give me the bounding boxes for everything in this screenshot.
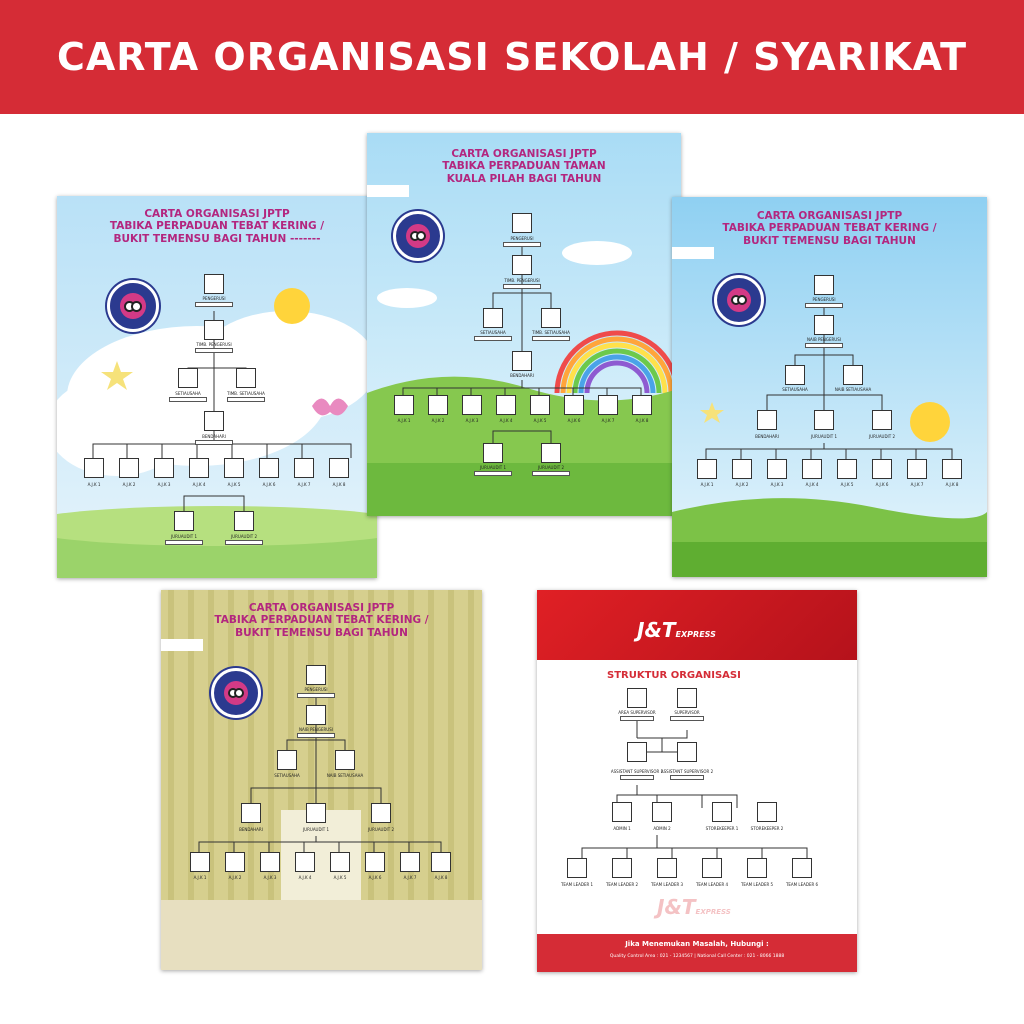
bendahari-photo-box	[204, 411, 224, 431]
poster-jptp-tebat-kering-1	[57, 196, 377, 578]
naib-pengerusi-label: NAIB PENGERUSI	[299, 727, 333, 732]
ajk-label: A.J.K 7	[403, 875, 417, 880]
naib-pengerusi-photo-box	[306, 705, 326, 725]
pengerusi-label: PENGERUSI	[510, 236, 534, 241]
admin-label: ADMIN 2	[653, 826, 671, 831]
timb-pengerusi-photo-box	[512, 255, 532, 275]
timb-setiausaha-label: TIMB. SETIAUSAHA	[532, 330, 570, 335]
ajk-photo-box	[564, 395, 584, 415]
poster-jptp-tebat-kering-2	[672, 197, 987, 577]
ajk-label: A.J.K 3	[465, 418, 479, 423]
pengerusi-photo-box	[306, 665, 326, 685]
ajk-photo-box	[295, 852, 315, 872]
ajk-photo-box	[329, 458, 349, 478]
juruaudit-name-field[interactable]	[474, 471, 512, 476]
bendahari-label: BENDAHARI	[510, 373, 534, 378]
org-chart-lines	[672, 197, 987, 577]
ajk-label: A.J.K 2	[228, 875, 242, 880]
timb-pengerusi-label: TIMB. PENGERUSI	[196, 342, 232, 347]
team-leader-photo-box	[657, 858, 677, 878]
jt-watermark-sub: EXPRESS	[695, 908, 731, 916]
jt-brand: J&T	[637, 618, 676, 642]
naib-pengerusi-label: NAIB PENGERUSI	[807, 337, 841, 342]
ajk-label: A.J.K 1	[397, 418, 411, 423]
ajk-photo-box	[530, 395, 550, 415]
title-line: TABIKA PERPADUAN TEBAT KERING /	[214, 614, 429, 627]
assistant-supervisor-name-field[interactable]	[620, 775, 654, 780]
ajk-label: A.J.K 4	[805, 482, 819, 487]
team-leader-label: TEAM LEADER 6	[785, 882, 819, 887]
ajk-label: A.J.K 6	[368, 875, 382, 880]
ajk-label: A.J.K 5	[333, 875, 347, 880]
naib-pengerusi-photo-box	[814, 315, 834, 335]
setiausaha-name-field[interactable]	[474, 336, 512, 341]
timb-setiausaha-label: TIMB. SETIAUSAHA	[227, 391, 265, 396]
title-line: BUKIT TEMENSU BAGI TAHUN -------	[113, 232, 321, 245]
ajk-photo-box	[400, 852, 420, 872]
team-leader-label: TEAM LEADER 4	[695, 882, 729, 887]
ajk-label: A.J.K 8	[945, 482, 959, 487]
bendahari-photo-box	[241, 803, 261, 823]
setiausaha-photo-box	[277, 750, 297, 770]
storekeeper-label: STOREKEEPER 2	[750, 826, 784, 831]
timb-setiausaha-name-field[interactable]	[227, 397, 265, 402]
ajk-photo-box	[837, 459, 857, 479]
ajk-label: A.J.K 6	[875, 482, 889, 487]
ajk-photo-box	[225, 852, 245, 872]
org-chart	[672, 197, 987, 577]
org-chart	[57, 196, 377, 578]
ajk-label: A.J.K 4	[192, 482, 206, 487]
setiausaha-photo-box	[178, 368, 198, 388]
setiausaha-name-field[interactable]	[169, 397, 207, 402]
ajk-label: A.J.K 3	[770, 482, 784, 487]
setiausaha-label: SETIAUSAHA	[480, 330, 506, 335]
bendahari-photo-box	[512, 351, 532, 371]
title-line: KUALA PILAH BAGI TAHUN	[446, 172, 602, 185]
ajk-photo-box	[767, 459, 787, 479]
ajk-photo-box	[189, 458, 209, 478]
pengerusi-photo-box	[204, 274, 224, 294]
juruaudit-label: JURUAUDIT 1	[171, 534, 197, 539]
ajk-label: A.J.K 2	[735, 482, 749, 487]
assistant-supervisor-name-field[interactable]	[670, 775, 704, 780]
timb-pengerusi-name-field[interactable]	[503, 284, 541, 289]
ajk-label: A.J.K 1	[193, 875, 207, 880]
ajk-label: A.J.K 8	[434, 875, 448, 880]
area-supervisor-name-field[interactable]	[620, 716, 654, 721]
timb-setiausaha-photo-box	[541, 308, 561, 328]
juruaudit-label: JURUAUDIT 2	[368, 827, 394, 832]
ajk-label: A.J.K 7	[910, 482, 924, 487]
juruaudit-label: JURUAUDIT 2	[231, 534, 257, 539]
ajk-photo-box	[330, 852, 350, 872]
juruaudit-label: JURUAUDIT 1	[303, 827, 329, 832]
naib-setiausaha-label: NAIB SETIAUSAHA	[834, 387, 872, 392]
admin-label: ADMIN 1	[613, 826, 631, 831]
team-leader-label: TEAM LEADER 1	[560, 882, 594, 887]
team-leader-photo-box	[567, 858, 587, 878]
ajk-photo-box	[154, 458, 174, 478]
ajk-label: A.J.K 4	[298, 875, 312, 880]
struktur-title: STRUKTUR ORGANISASI	[607, 670, 741, 681]
pengerusi-photo-box	[512, 213, 532, 233]
storekeeper-photo-box	[757, 802, 777, 822]
area-supervisor-label: AREA SUPERVISOR	[618, 710, 656, 715]
title-line: TABIKA PERPADUAN TEBAT KERING /	[109, 220, 325, 233]
ajk-label: A.J.K 5	[533, 418, 547, 423]
naib-pengerusi-name-field[interactable]	[297, 733, 335, 738]
ajk-photo-box	[431, 852, 451, 872]
org-chart-lines	[57, 196, 377, 578]
storekeeper-photo-box	[712, 802, 732, 822]
juruaudit-label: JURUAUDIT 1	[811, 434, 837, 439]
ajk-photo-box	[259, 458, 279, 478]
ajk-photo-box	[598, 395, 618, 415]
team-leader-photo-box	[747, 858, 767, 878]
ajk-photo-box	[462, 395, 482, 415]
ajk-label: A.J.K 5	[840, 482, 854, 487]
bendahari-label: BENDAHARI	[239, 827, 263, 832]
ajk-photo-box	[224, 458, 244, 478]
title-line: CARTA ORGANISASI JPTP	[248, 602, 395, 614]
banner-title: CARTA ORGANISASI SEKOLAH / SYARIKAT	[56, 35, 968, 79]
poster-jptp-tebat-kering-3	[161, 590, 482, 970]
org-chart	[367, 133, 681, 516]
setiausaha-label: SETIAUSAHA	[274, 773, 300, 778]
juruaudit-name-field[interactable]	[165, 540, 203, 545]
supervisor-name-field[interactable]	[670, 716, 704, 721]
pengerusi-name-field[interactable]	[297, 693, 335, 698]
pengerusi-name-field[interactable]	[805, 303, 843, 308]
team-leader-label: TEAM LEADER 3	[650, 882, 684, 887]
naib-pengerusi-name-field[interactable]	[805, 343, 843, 348]
ajk-photo-box	[260, 852, 280, 872]
team-leader-photo-box	[612, 858, 632, 878]
pengerusi-label: PENGERUSI	[812, 297, 836, 302]
timb-pengerusi-name-field[interactable]	[195, 348, 233, 353]
ajk-label: A.J.K 3	[263, 875, 277, 880]
ajk-photo-box	[84, 458, 104, 478]
bendahari-name-field[interactable]	[195, 440, 233, 445]
team-leader-photo-box	[792, 858, 812, 878]
admin-photo-box	[612, 802, 632, 822]
org-chart-lines	[537, 590, 857, 972]
ajk-label: A.J.K 6	[262, 482, 276, 487]
ajk-photo-box	[119, 458, 139, 478]
pengerusi-label: PENGERUSI	[304, 687, 328, 692]
juruaudit-photo-box	[872, 410, 892, 430]
footer-contact-numbers: Quality Control Area : 021 - 1234567 | National Call Center : 021 - 8066 1888	[609, 954, 785, 959]
admin-photo-box	[652, 802, 672, 822]
area-supervisor-photo-box	[627, 688, 647, 708]
juruaudit-photo-box	[174, 511, 194, 531]
team-leader-label: TEAM LEADER 5	[740, 882, 774, 887]
timb-pengerusi-label: TIMB. PENGERUSI	[504, 278, 540, 283]
timb-pengerusi-photo-box	[204, 320, 224, 340]
header-banner	[0, 0, 1024, 114]
ajk-label: A.J.K 8	[332, 482, 346, 487]
ajk-photo-box	[632, 395, 652, 415]
org-chart	[161, 590, 482, 970]
naib-setiausaha-photo-box	[335, 750, 355, 770]
timb-setiausaha-name-field[interactable]	[532, 336, 570, 341]
juruaudit-label: JURUAUDIT 1	[480, 465, 506, 470]
setiausaha-photo-box	[483, 308, 503, 328]
ajk-label: A.J.K 5	[227, 482, 241, 487]
assistant-supervisor-photo-box	[677, 742, 697, 762]
pengerusi-label: PENGERUSI	[202, 296, 226, 301]
setiausaha-label: SETIAUSAHA	[782, 387, 808, 392]
juruaudit-photo-box	[483, 443, 503, 463]
ajk-label: A.J.K 4	[499, 418, 513, 423]
org-chart	[537, 590, 857, 972]
jt-watermark-brand: J&T	[657, 895, 696, 919]
ajk-label: A.J.K 1	[87, 482, 101, 487]
naib-setiausaha-label: NAIB SETIAUSAHA	[326, 773, 364, 778]
juruaudit-label: JURUAUDIT 2	[538, 465, 564, 470]
ajk-label: A.J.K 6	[567, 418, 581, 423]
juruaudit-photo-box	[814, 410, 834, 430]
juruaudit-photo-box	[234, 511, 254, 531]
org-chart-lines	[367, 133, 681, 516]
juruaudit-name-field[interactable]	[225, 540, 263, 545]
footer-contact-heading: Jika Menemukan Masalah, Hubungi :	[625, 940, 769, 948]
title-line: TABIKA PERPADUAN TEBAT KERING /	[722, 222, 937, 235]
title-line: CARTA ORGANISASI JPTP	[451, 148, 597, 160]
ajk-photo-box	[732, 459, 752, 479]
juruaudit-photo-box	[541, 443, 561, 463]
bendahari-label: BENDAHARI	[202, 434, 226, 439]
title-line: BUKIT TEMENSU BAGI TAHUN	[743, 234, 916, 247]
poster-jptp-kuala-pilah	[367, 133, 681, 516]
ajk-photo-box	[190, 852, 210, 872]
storekeeper-label: STOREKEEPER 1	[705, 826, 739, 831]
pengerusi-name-field[interactable]	[503, 242, 541, 247]
ajk-photo-box	[294, 458, 314, 478]
juruaudit-photo-box	[306, 803, 326, 823]
ajk-photo-box	[942, 459, 962, 479]
supervisor-photo-box	[677, 688, 697, 708]
team-leader-label: TEAM LEADER 2	[605, 882, 639, 887]
supervisor-label: SUPERVISOR	[674, 710, 700, 715]
poster-jt-express	[537, 590, 857, 972]
ajk-label: A.J.K 2	[431, 418, 445, 423]
ajk-photo-box	[496, 395, 516, 415]
juruaudit-name-field[interactable]	[532, 471, 570, 476]
bendahari-label: BENDAHARI	[755, 434, 779, 439]
ajk-label: A.J.K 8	[635, 418, 649, 423]
ajk-photo-box	[802, 459, 822, 479]
setiausaha-label: SETIAUSAHA	[175, 391, 201, 396]
title-line: CARTA ORGANISASI JPTP	[144, 208, 290, 220]
org-chart-lines	[161, 590, 482, 970]
jt-brand-sub: EXPRESS	[675, 630, 716, 639]
pengerusi-photo-box	[814, 275, 834, 295]
ajk-label: A.J.K 3	[157, 482, 171, 487]
ajk-photo-box	[394, 395, 414, 415]
title-line: BUKIT TEMENSU BAGI TAHUN	[235, 626, 408, 639]
ajk-photo-box	[907, 459, 927, 479]
juruaudit-photo-box	[371, 803, 391, 823]
ajk-label: A.J.K 7	[297, 482, 311, 487]
setiausaha-photo-box	[785, 365, 805, 385]
ajk-photo-box	[872, 459, 892, 479]
naib-setiausaha-photo-box	[843, 365, 863, 385]
ajk-label: A.J.K 1	[700, 482, 714, 487]
assistant-supervisor-photo-box	[627, 742, 647, 762]
ajk-photo-box	[428, 395, 448, 415]
assistant-supervisor-label: ASSISTANT SUPERVISOR 1	[610, 769, 664, 774]
ajk-photo-box	[697, 459, 717, 479]
title-line: TABIKA PERPADUAN TAMAN	[442, 160, 606, 173]
jt-footer	[537, 934, 857, 972]
assistant-supervisor-label: ASSISTANT SUPERVISOR 2	[660, 769, 714, 774]
timb-setiausaha-photo-box	[236, 368, 256, 388]
pengerusi-name-field[interactable]	[195, 302, 233, 307]
ajk-label: A.J.K 2	[122, 482, 136, 487]
ajk-label: A.J.K 7	[601, 418, 615, 423]
bendahari-photo-box	[757, 410, 777, 430]
team-leader-photo-box	[702, 858, 722, 878]
ajk-photo-box	[365, 852, 385, 872]
juruaudit-label: JURUAUDIT 2	[869, 434, 895, 439]
title-line: CARTA ORGANISASI JPTP	[756, 210, 903, 222]
